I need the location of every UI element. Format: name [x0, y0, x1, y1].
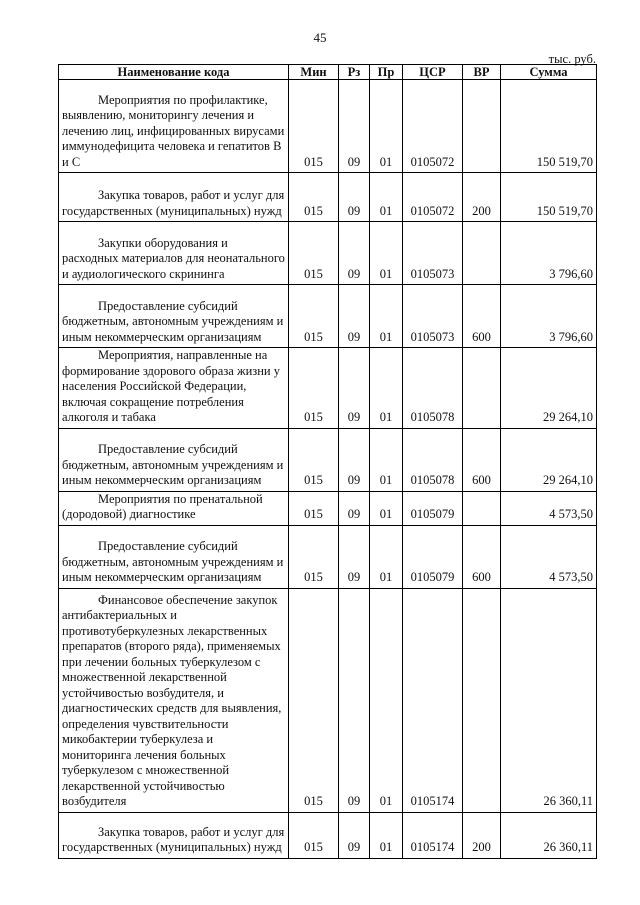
table-row — [59, 285, 597, 348]
cell-rz: 09 — [339, 285, 370, 348]
cell-min: 015 — [289, 525, 339, 588]
cell-min: 015 — [289, 812, 339, 858]
cell-pr: 01 — [370, 588, 403, 812]
cell-pr: 01 — [370, 491, 403, 525]
cell-csr: 0105079 — [403, 525, 463, 588]
cell-vr — [463, 588, 501, 812]
cell-sum: 26 360,11 — [501, 588, 597, 812]
table-row — [59, 348, 597, 429]
cell-csr: 0105073 — [403, 285, 463, 348]
cell-sum: 150 519,70 — [501, 173, 597, 222]
cell-csr: 0105078 — [403, 348, 463, 429]
cell-sum: 4 573,50 — [501, 525, 597, 588]
cell-sum: 29 264,10 — [501, 428, 597, 491]
column-header-min: Мин — [289, 65, 339, 80]
cell-min: 015 — [289, 348, 339, 429]
cell-vr — [463, 222, 501, 285]
table-row — [59, 525, 597, 588]
cell-name: Закупка товаров, работ и услуг для государственных (муниципальных) нужд — [59, 812, 289, 858]
cell-pr: 01 — [370, 173, 403, 222]
cell-sum: 150 519,70 — [501, 80, 597, 173]
cell-rz: 09 — [339, 222, 370, 285]
table-row — [59, 588, 597, 812]
table-header-row — [59, 65, 597, 80]
column-header-rz: Рз — [339, 65, 370, 80]
cell-sum: 29 264,10 — [501, 348, 597, 429]
table-row — [59, 812, 597, 858]
table-row — [59, 173, 597, 222]
column-header-sum: Сумма — [501, 65, 597, 80]
cell-name: Закупка товаров, работ и услуг для государственных (муниципальных) нужд — [59, 173, 289, 222]
column-header-csr: ЦСР — [403, 65, 463, 80]
cell-rz: 09 — [339, 428, 370, 491]
page-number: 45 — [313, 30, 327, 45]
cell-csr: 0105174 — [403, 812, 463, 858]
cell-name: Мероприятия по профилактике, выявлению, мониторингу лечения и лечению лиц, инфицированных вирусами иммунодефицита человека и гепатитов В и С — [59, 80, 289, 173]
cell-pr: 01 — [370, 812, 403, 858]
cell-name: Предоставление субсидий бюджетным, автономным учреждениям и иным некоммерческим организациям — [59, 285, 289, 348]
cell-csr: 0105174 — [403, 588, 463, 812]
cell-vr — [463, 348, 501, 429]
budget-table — [58, 64, 597, 859]
cell-rz: 09 — [339, 173, 370, 222]
cell-vr: 200 — [463, 173, 501, 222]
cell-min: 015 — [289, 173, 339, 222]
column-header-pr: Пр — [370, 65, 403, 80]
cell-name: Предоставление субсидий бюджетным, автономным учреждениям и иным некоммерческим организациям — [59, 525, 289, 588]
cell-csr: 0105072 — [403, 173, 463, 222]
cell-sum: 4 573,50 — [501, 491, 597, 525]
cell-sum: 26 360,11 — [501, 812, 597, 858]
cell-pr: 01 — [370, 285, 403, 348]
cell-name: Мероприятия по пренатальной (дородовой) диагностике — [59, 491, 289, 525]
cell-csr: 0105073 — [403, 222, 463, 285]
cell-pr: 01 — [370, 222, 403, 285]
cell-sum: 3 796,60 — [501, 222, 597, 285]
cell-vr: 600 — [463, 428, 501, 491]
cell-rz: 09 — [339, 588, 370, 812]
cell-vr — [463, 491, 501, 525]
cell-name: Финансовое обеспечение закупок антибактериальных и противотуберкулезных лекарственных препаратов (второго ряда), применяемых при лечении больных туберкулезом с множественной лекарственной устойчивостью возбудителя, и диагностических средств для выявления, определения чувствительности микобактерии туберкулеза и мониторинга лечения больных туберкулезом с множественной лекарственной устойчивостью возбудителя — [59, 588, 289, 812]
cell-name: Закупки оборудования и расходных материалов для неонатального и аудиологического скрининга — [59, 222, 289, 285]
cell-rz: 09 — [339, 812, 370, 858]
table-row — [59, 491, 597, 525]
cell-rz: 09 — [339, 80, 370, 173]
cell-vr — [463, 80, 501, 173]
cell-min: 015 — [289, 491, 339, 525]
cell-min: 015 — [289, 80, 339, 173]
cell-pr: 01 — [370, 525, 403, 588]
cell-name: Предоставление субсидий бюджетным, автономным учреждениям и иным некоммерческим организациям — [59, 428, 289, 491]
cell-rz: 09 — [339, 348, 370, 429]
cell-min: 015 — [289, 428, 339, 491]
cell-min: 015 — [289, 222, 339, 285]
cell-min: 015 — [289, 588, 339, 812]
column-header-name: Наименование кода — [59, 65, 289, 80]
cell-rz: 09 — [339, 491, 370, 525]
table-row — [59, 80, 597, 173]
table-row — [59, 428, 597, 491]
cell-sum: 3 796,60 — [501, 285, 597, 348]
cell-vr: 200 — [463, 812, 501, 858]
cell-pr: 01 — [370, 80, 403, 173]
column-header-vr: ВР — [463, 65, 501, 80]
table-row — [59, 222, 597, 285]
cell-csr: 0105079 — [403, 491, 463, 525]
cell-csr: 0105078 — [403, 428, 463, 491]
cell-min: 015 — [289, 285, 339, 348]
cell-vr: 600 — [463, 525, 501, 588]
cell-pr: 01 — [370, 348, 403, 429]
cell-vr: 600 — [463, 285, 501, 348]
units-label: тыс. руб. — [548, 52, 596, 66]
cell-csr: 0105072 — [403, 80, 463, 173]
cell-rz: 09 — [339, 525, 370, 588]
cell-pr: 01 — [370, 428, 403, 491]
cell-name: Мероприятия, направленные на формирование здорового образа жизни у населения Российской Федерации, включая сокращение потребления алкоголя и табака — [59, 348, 289, 429]
